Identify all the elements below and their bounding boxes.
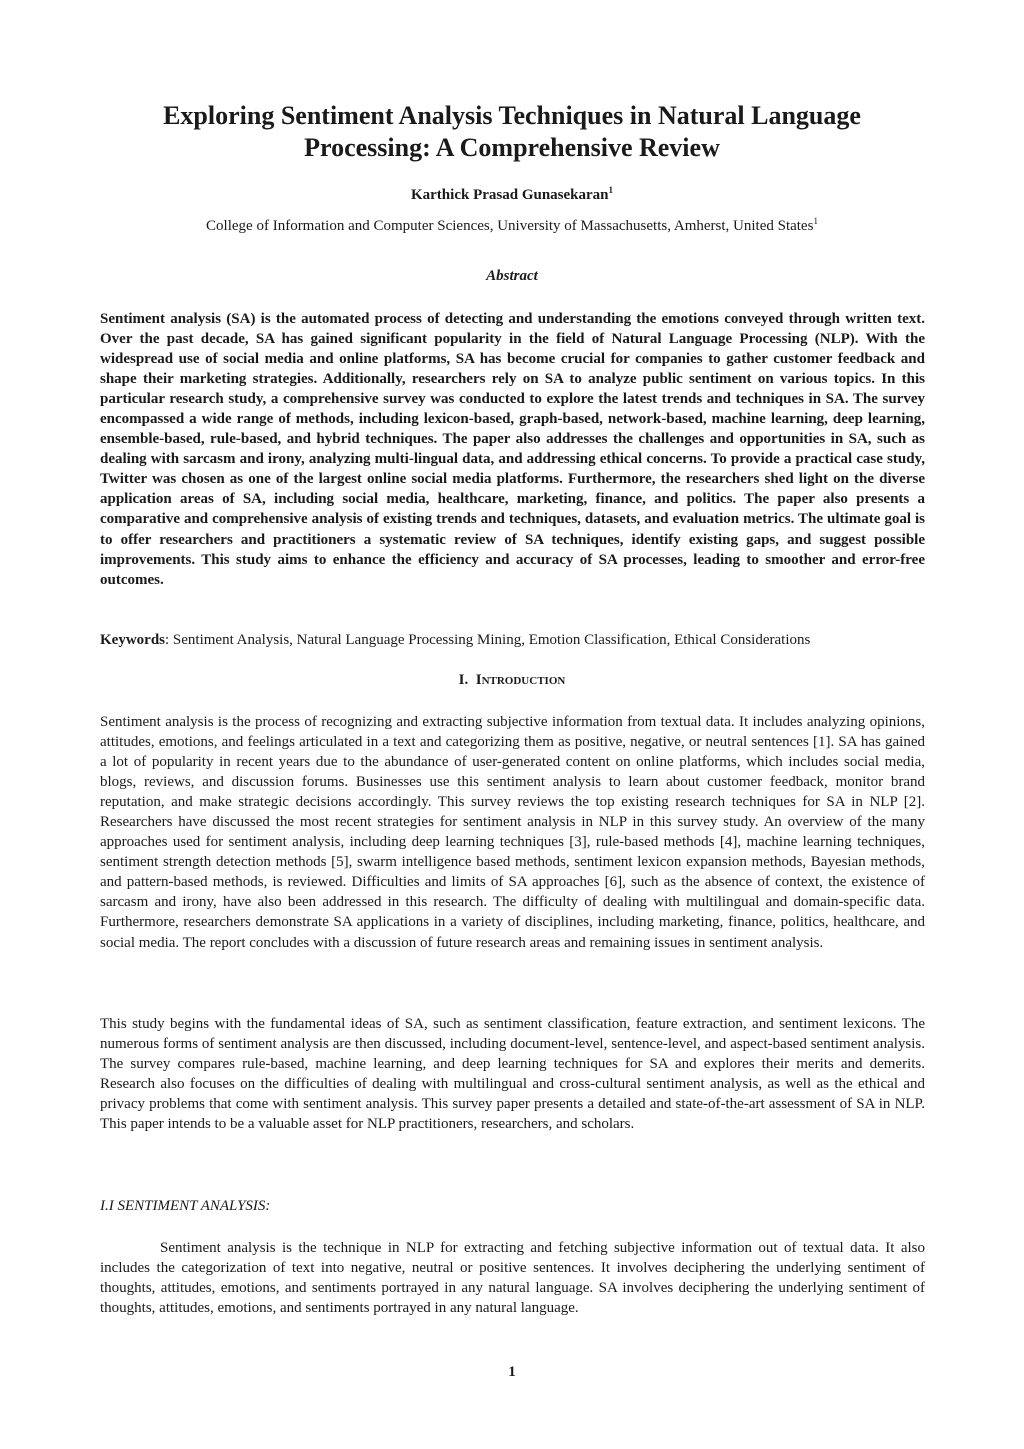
affiliation-text: College of Information and Computer Sciences, University of Massachusetts, Amherst, United States — [206, 218, 814, 234]
page-number: 1 — [508, 1364, 516, 1380]
abstract-heading: Abstract — [486, 268, 538, 284]
author-affiliation — [100, 216, 924, 236]
paper-title — [100, 100, 924, 164]
affiliation-superscript: 1 — [813, 216, 818, 226]
keywords-text: : Sentiment Analysis, Natural Language Processing Mining, Emotion Classification, Ethical Considerations — [165, 632, 811, 648]
introduction-paragraph-1: Sentiment analysis is the process of recognizing and extracting subjective information from textual data. It includes analyzing opinions, attitudes, emotions, and feelings articulated in a text and categorizing them as positive, negative, or neutral sentences [1]. SA has gained a lot of popularity in recent years due to the abundance of user-generated content on online platforms, which includes social media, blogs, reviews, and discussion forums. Businesses use this sentiment analysis to learn about customer feedback, monitor brand reputation, and make strategic decisions accordingly. This survey reviews the top existing research techniques for SA in NLP [2]. Researchers have discussed the most recent strategies for sentiment analysis in NLP in this survey study. An overview of the many approaches used for sentiment analysis, including deep learning techniques [3], rule-based methods [4], machine learning techniques, sentiment strength detection methods [5], swarm intelligence based methods, sentiment lexicon expansion methods, Bayesian methods, and pattern-based methods, is reviewed. Difficulties and limits of SA approaches [6], such as the absence of context, the existence of sarcasm and irony, have also been addressed in this research. The difficulty of dealing with multilingual and domain-specific data. Furthermore, researchers demonstrate SA applications in a variety of disciplines, including marketing, finance, politics, healthcare, and social media. The report concludes with a discussion of future research areas and remaining issues in sentiment analysis. — [100, 714, 925, 951]
section-number: I. — [458, 672, 469, 688]
title-line-2: Processing: A Comprehensive Review — [304, 133, 720, 162]
sentiment-analysis-paragraph: Sentiment analysis is the technique in NLP for extracting and fetching subjective information out of textual data. It also includes the categorization of text into negative, neutral or positive sentences. It involves deciphering the underlying sentiment of thoughts, attitudes, emotions, and sentiments portrayed in any natural language. SA involves deciphering the underlying sentiment of thoughts, attitudes, emotions, and sentiments portrayed in any natural language. — [100, 1240, 925, 1317]
keywords-line — [100, 630, 930, 650]
abstract-text: Sentiment analysis (SA) is the automated process of detecting and understanding the emotions conveyed through written text. Over the past decade, SA has gained significant popularity in the field of Natural Language Processing (NLP). With the widespread use of social media and online platforms, SA has become crucial for companies to gather customer feedback and shape their marketing strategies. Additionally, researchers rely on SA to analyze public sentiment on various topics. In this particular research study, a comprehensive survey was conducted to explore the latest trends and techniques in SA. The survey encompassed a wide range of methods, including lexicon-based, graph-based, network-based, machine learning, deep learning, ensemble-based, rule-based, and hybrid techniques. The paper also addresses the challenges and opportunities in SA, such as dealing with sarcasm and irony, analyzing multi-lingual data, and addressing ethical concerns. To provide a practical case study, Twitter was chosen as one of the largest online social media platforms. Furthermore, the researchers shed light on the diverse application areas of SA, including social media, healthcare, marketing, finance, and politics. The paper also presents a comparative and comprehensive analysis of existing trends and techniques, datasets, and evaluation metrics. The ultimate goal is to offer researchers and practitioners a systematic review of SA techniques, identify existing gaps, and suggest possible improvements. This study aims to enhance the efficiency and accuracy of SA processes, leading to smoother and error-free outcomes. — [100, 311, 925, 588]
section-heading-introduction — [100, 670, 924, 690]
author-name-text: Karthick Prasad Gunasekaran — [410, 187, 609, 203]
subsection-heading-sentiment-analysis: I.I SENTIMENT ANALYSIS: — [100, 1198, 271, 1214]
introduction-paragraph-2: This study begins with the fundamental ideas of SA, such as sentiment classification, feature extraction, and sentiment lexicons. The numerous forms of sentiment analysis are then discussed, including document-level, sentence-level, and aspect-based sentiment analysis. The survey compares rule-based, machine learning, and deep learning techniques for SA and explores their merits and demerits. Research also focuses on the difficulties of dealing with multilingual and cross-cultural sentiment analysis, as well as the ethical and privacy problems that come with sentiment analysis. This survey paper presents a detailed and state-of-the-art assessment of SA in NLP. This paper intends to be a valuable asset for NLP practitioners, researchers, and scholars. — [100, 1016, 925, 1133]
author-name — [100, 185, 924, 205]
keywords-label: Keywords — [100, 632, 165, 648]
section-title: Introduction — [475, 672, 566, 688]
author-superscript: 1 — [608, 185, 614, 195]
title-line-1: Exploring Sentiment Analysis Techniques in Natural Language — [163, 101, 861, 130]
